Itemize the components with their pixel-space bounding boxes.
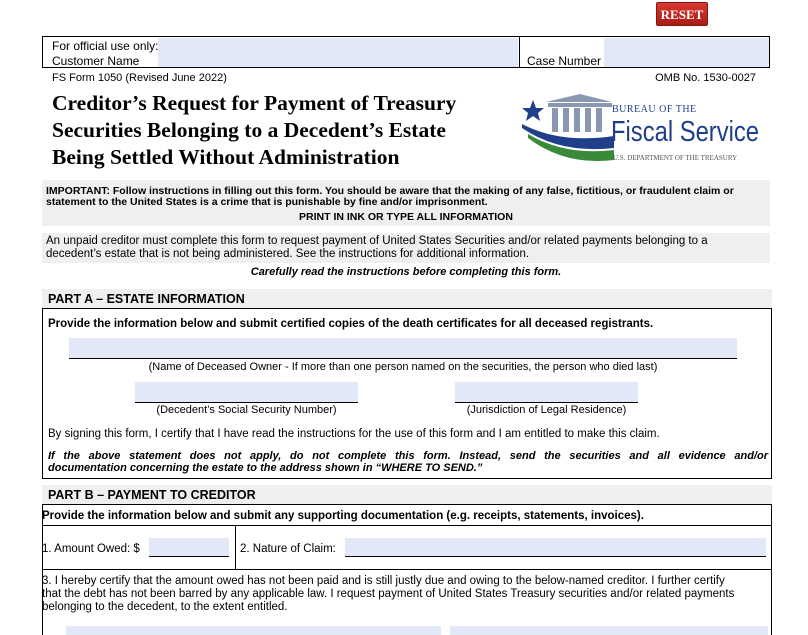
- nature-of-claim-label: 2. Nature of Claim:: [240, 543, 336, 555]
- if-not-line-1: If the above statement does not apply, do not complete this form. Instead, send the securities and all evidence and/or: [48, 450, 768, 462]
- title-line-3: Being Settled Without Administration: [52, 145, 400, 169]
- omb-number: OMB No. 1530-0027: [655, 72, 756, 84]
- title-line-1: Creditor’s Request for Payment of Treasury: [52, 91, 457, 115]
- certify-line-2: that the debt has not been barred by any applicable law. I request payment of United States Treasury securities and/or related payments: [42, 588, 735, 600]
- part-b-rule-2: [42, 569, 772, 570]
- form-title: [52, 90, 456, 171]
- case-number-field[interactable]: [604, 38, 769, 67]
- logo-fiscal-service-text: Fiscal Service: [611, 116, 760, 148]
- treasury-building-icon: [520, 88, 615, 168]
- part-a-provide: Provide the information below and submit certified copies of the death certificates for all deceased registrants.: [48, 318, 654, 330]
- logo-bureau-text: BUREAU OF THE: [612, 104, 697, 115]
- creditor-id-field[interactable]: [450, 626, 768, 635]
- part-b-certify: [42, 575, 770, 614]
- part-a-certify: By signing this form, I certify that I have read the instructions for the use of this form and I am entitled to make this claim.: [48, 428, 660, 440]
- jurisdiction-caption: (Jurisdiction of Legal Residence): [466, 404, 627, 416]
- intro-line-1: An unpaid creditor must complete this form to request payment of United States Securities and/or related payments belonging to a: [46, 235, 708, 247]
- jurisdiction-field[interactable]: [455, 382, 638, 403]
- intro-text: [46, 235, 708, 261]
- carefully-read: Carefully read the instructions before completing this form.: [250, 266, 562, 278]
- amount-owed-label: 1. Amount Owed: $: [42, 543, 140, 555]
- reset-button[interactable]: RESET: [656, 2, 708, 26]
- part-b-provide: Provide the information below and submit any supporting documentation (e.g. receipts, statements, invoices).: [42, 510, 644, 522]
- print-in-ink: PRINT IN INK OR TYPE ALL INFORMATION: [299, 211, 513, 223]
- logo-dept-text: U.S. DEPARTMENT OF THE TREASURY: [613, 154, 738, 162]
- official-divider: [519, 36, 520, 68]
- title-line-2: Securities Belonging to a Decedent’s Estate: [52, 118, 446, 142]
- certify-line-3: belonging to the decedent, to the extent entitled.: [42, 601, 288, 613]
- part-b-rule-1: [42, 525, 772, 526]
- part-b-header: PART B – PAYMENT TO CREDITOR: [48, 488, 256, 502]
- amount-owed-field[interactable]: [149, 538, 229, 557]
- important-line-2: statement to the United States is a crime that is punishable by fine and/or imprisonment.: [46, 196, 488, 208]
- official-use-label: For official use only:: [52, 39, 159, 53]
- nature-of-claim-field[interactable]: [345, 538, 766, 557]
- form-id: FS Form 1050 (Revised June 2022): [52, 72, 227, 84]
- ssn-field[interactable]: [135, 382, 358, 403]
- customer-name-field[interactable]: [158, 38, 518, 67]
- important-notice: [46, 186, 734, 208]
- intro-line-2: decedent’s estate that is not being administered. See the instructions for additional information.: [46, 248, 530, 260]
- part-b-divider: [235, 525, 236, 569]
- fiscal-service-logo: [520, 88, 766, 168]
- certify-line-1: 3. I hereby certify that the amount owed has not been paid and is still justly due and owing to the below-named creditor. I further certify: [42, 575, 725, 587]
- deceased-name-caption: (Name of Deceased Owner - If more than one person named on the securities, the person who died last): [148, 361, 658, 373]
- case-number-label: Case Number: [527, 54, 602, 68]
- if-not-line-2: documentation concerning the estate to the address shown in “WHERE TO SEND.”: [48, 462, 483, 474]
- creditor-name-field[interactable]: [66, 626, 441, 635]
- customer-name-label: Customer Name: [52, 54, 140, 68]
- ssn-caption: (Decedent’s Social Security Number): [156, 404, 337, 416]
- part-a-if-not: [48, 450, 768, 474]
- part-a-header: PART A – ESTATE INFORMATION: [48, 292, 245, 306]
- deceased-name-field[interactable]: [69, 338, 737, 359]
- important-line-1: IMPORTANT: Follow instructions in filling out this form. You should be aware that the making of any false, fictitious, or fraudulent claim or: [46, 185, 734, 197]
